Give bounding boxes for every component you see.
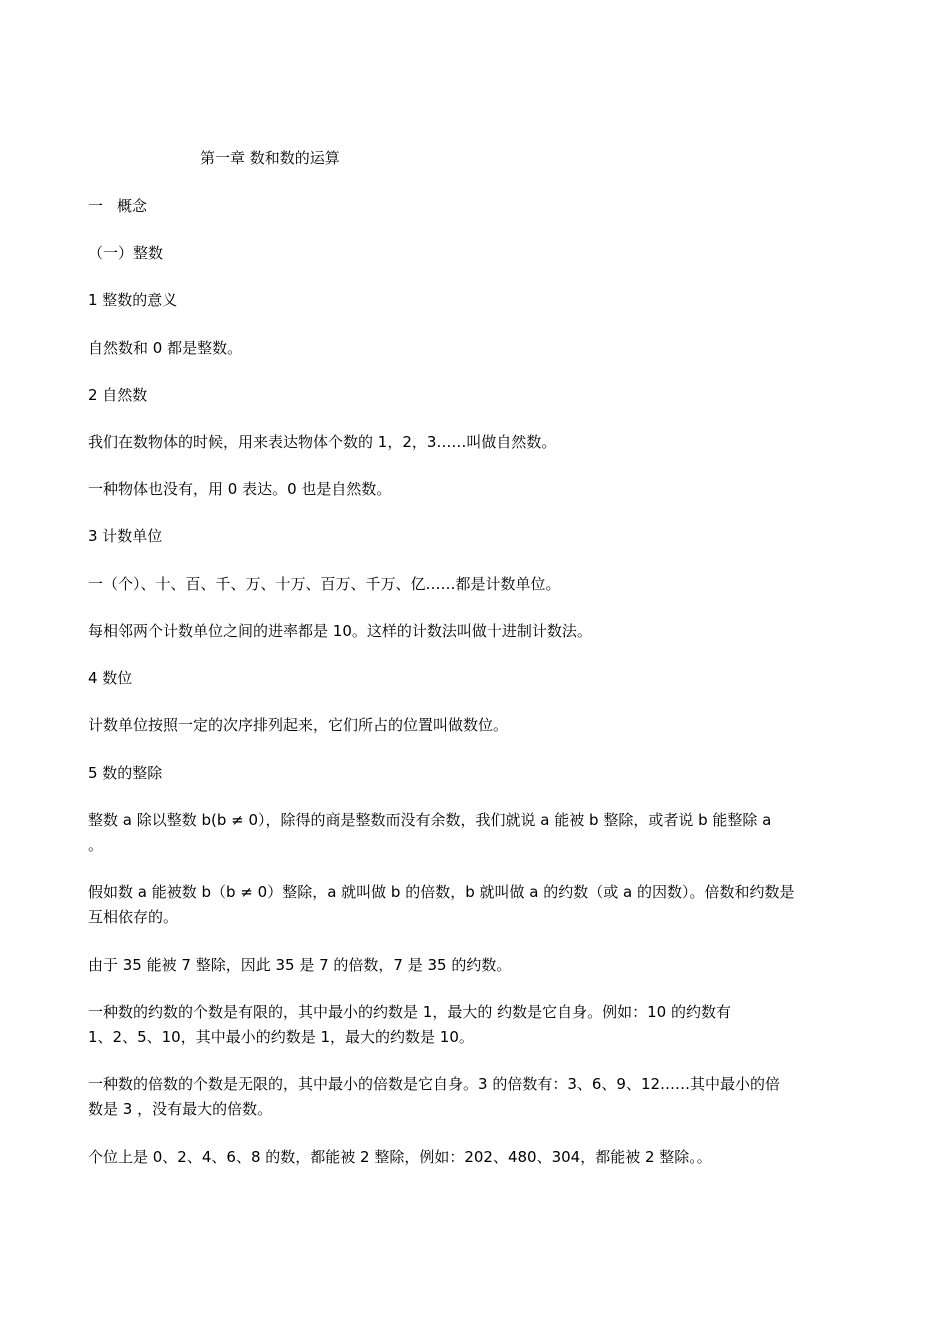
section-number: 一 [88, 197, 104, 215]
paragraph: 自然数和 0 都是整数。 [88, 339, 243, 357]
chapter-title: 第一章 数和数的运算 [200, 149, 340, 167]
heading-counting-unit: 3 计数单位 [88, 527, 163, 545]
paragraph-line: 一种数的约数的个数是有限的，其中最小的约数是 1，最大的 约数是它自身。例如：10 的约数有 [88, 1003, 731, 1021]
heading-divisibility: 5 数的整除 [88, 764, 163, 782]
paragraph-line: 互相依存的。 [88, 908, 179, 926]
paragraph: 计数单位按照一定的次序排列起来，它们所占的位置叫做数位。 [88, 716, 509, 734]
paragraph: 一种物体也没有，用 0 表达。0 也是自然数。 [88, 480, 392, 498]
heading-integer-meaning: 1 整数的意义 [88, 291, 178, 309]
section-label: 概念 [117, 197, 148, 215]
paragraph: 每相邻两个计数单位之间的进率都是 10。这样的计数法叫做十进制计数法。 [88, 622, 592, 640]
paragraph: 一（个）、十、百、千、万、十万、百万、千万、亿……都是计数单位。 [88, 575, 561, 593]
paragraph-line: 1、2、5、10，其中最小的约数是 1，最大的约数是 10。 [88, 1028, 474, 1046]
paragraph-line: 整数 a 除以整数 b(b ≠ 0），除得的商是整数而没有余数，我们就说 a 能被 b 整除，或者说 b 能整除 a [88, 811, 772, 829]
paragraph-line: 。 [88, 836, 104, 854]
heading-natural-number: 2 自然数 [88, 386, 148, 404]
paragraph: 我们在数物体的时候，用来表达物体个数的 1，2，3……叫做自然数。 [88, 433, 557, 451]
subsection-heading: （一）整数 [88, 244, 164, 262]
paragraph-line: 一种数的倍数的个数是无限的，其中最小的倍数是它自身。3 的倍数有：3、6、9、12……其中最小的倍 [88, 1075, 781, 1093]
paragraph-line: 假如数 a 能被数 b（b ≠ 0）整除，a 就叫做 b 的倍数，b 就叫做 a 的约数（或 a 的因数）。倍数和约数是 [88, 883, 795, 901]
paragraph: 由于 35 能被 7 整除，因此 35 是 7 的倍数，7 是 35 的约数。 [88, 956, 512, 974]
heading-digit-place: 4 数位 [88, 669, 133, 687]
section-heading [88, 194, 868, 219]
paragraph: 个位上是 0、2、4、6、8 的数，都能被 2 整除，例如：202、480、304，都能被 2 整除。。 [88, 1148, 712, 1166]
paragraph-line: 数是 3 ，没有最大的倍数。 [88, 1100, 273, 1118]
